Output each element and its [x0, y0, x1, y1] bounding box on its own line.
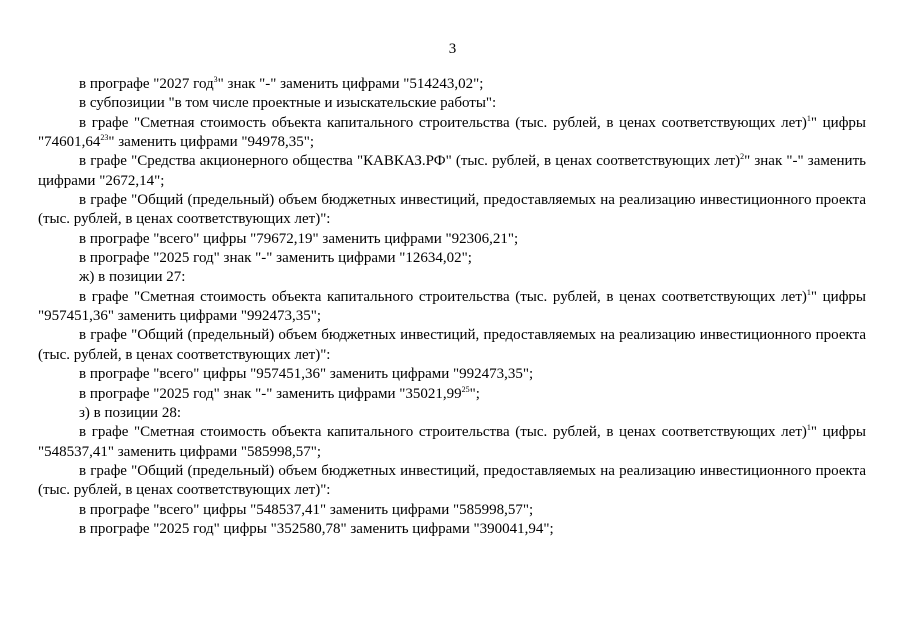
footnote-marker: 2: [740, 152, 745, 162]
paragraph-text: з) в позиции 28:: [79, 404, 181, 421]
paragraph: [38, 385, 866, 404]
paragraph-text: " цифры "957451,36" заменить цифрами "992473,35";: [38, 288, 866, 325]
footnote-marker: 1: [806, 113, 811, 123]
paragraph: [38, 230, 866, 249]
paragraph: [38, 326, 866, 365]
paragraph: [38, 501, 866, 520]
paragraph: [38, 404, 866, 423]
paragraph-text: " заменить цифрами "94978,35";: [108, 134, 315, 151]
paragraph-text: в прографе "2025 год" знак "-" заменить цифрами "35021,99: [79, 385, 462, 402]
paragraph-text: в графе "Общий (предельный) объем бюджетных инвестиций, предоставляемых на реализацию инвестиционного проекта (тыс. рублей, в ценах соответствующих лет)":: [38, 192, 866, 228]
paragraph-text: в прографе "всего" цифры "79672,19" заменить цифрами "92306,21";: [79, 230, 519, 247]
paragraph-text: в прографе "2025 год" знак "-" заменить цифрами "12634,02";: [79, 250, 472, 267]
paragraph-text: в прографе "всего" цифры "957451,36" заменить цифрами "992473,35";: [79, 366, 534, 383]
footnote-marker: 1: [806, 423, 811, 433]
paragraph-text: " цифры "74601,64: [38, 114, 866, 151]
paragraph: [38, 365, 866, 384]
paragraph-text: " цифры "548537,41" заменить цифрами "585998,57";: [38, 424, 866, 460]
paragraph-text: в графе "Общий (предельный) объем бюджетных инвестиций, предоставляемых на реализацию инвестиционного проекта (тыс. рублей, в ценах соответствующих лет)":: [38, 327, 866, 363]
paragraph-text: " знак "-" заменить цифрами "2672,14";: [38, 153, 866, 189]
paragraph: [38, 114, 866, 153]
footnote-marker: 25: [461, 384, 470, 394]
paragraph: [38, 423, 866, 462]
paragraph: [38, 520, 866, 539]
paragraph: [38, 152, 866, 191]
paragraph-text: в прографе "2027 год: [79, 76, 214, 92]
paragraph: [38, 75, 866, 94]
paragraph-text: " знак "-" заменить цифрами "514243,02";: [217, 76, 484, 92]
paragraph: [38, 288, 866, 327]
footnote-marker: 23: [100, 133, 109, 143]
page-number: 3: [448, 41, 457, 57]
paragraph-text: ж) в позиции 27:: [79, 269, 186, 286]
document-body: [38, 75, 866, 539]
paragraph-text: в субпозиции "в том числе проектные и изыскательские работы":: [79, 95, 497, 112]
paragraph: [38, 94, 866, 113]
footnote-marker: 1: [806, 287, 811, 297]
paragraph-text: в графе "Средства акционерного общества "КАВКАЗ.РФ" (тыс. рублей, в ценах соответствующих лет): [79, 153, 741, 170]
paragraph: [38, 249, 866, 268]
paragraph-text: ";: [469, 385, 480, 402]
paragraph: [38, 462, 866, 501]
paragraph-text: в графе "Общий (предельный) объем бюджетных инвестиций, предоставляемых на реализацию инвестиционного проекта (тыс. рублей, в ценах соответствующих лет)":: [38, 462, 866, 499]
paragraph: [38, 191, 866, 230]
paragraph: [38, 268, 866, 287]
paragraph-text: в прографе "всего" цифры "548537,41" заменить цифрами "585998,57";: [79, 501, 534, 518]
paragraph-text: в графе "Сметная стоимость объекта капитального строительства (тыс. рублей, в ценах соответствующих лет): [79, 424, 807, 441]
footnote-marker: 3: [213, 75, 218, 84]
paragraph-text: в прографе "2025 год" цифры "352580,78" заменить цифрами "390041,94";: [79, 520, 554, 537]
paragraph-text: в графе "Сметная стоимость объекта капитального строительства (тыс. рублей, в ценах соответствующих лет): [79, 114, 807, 131]
paragraph-text: в графе "Сметная стоимость объекта капитального строительства (тыс. рублей, в ценах соответствующих лет): [79, 288, 807, 305]
